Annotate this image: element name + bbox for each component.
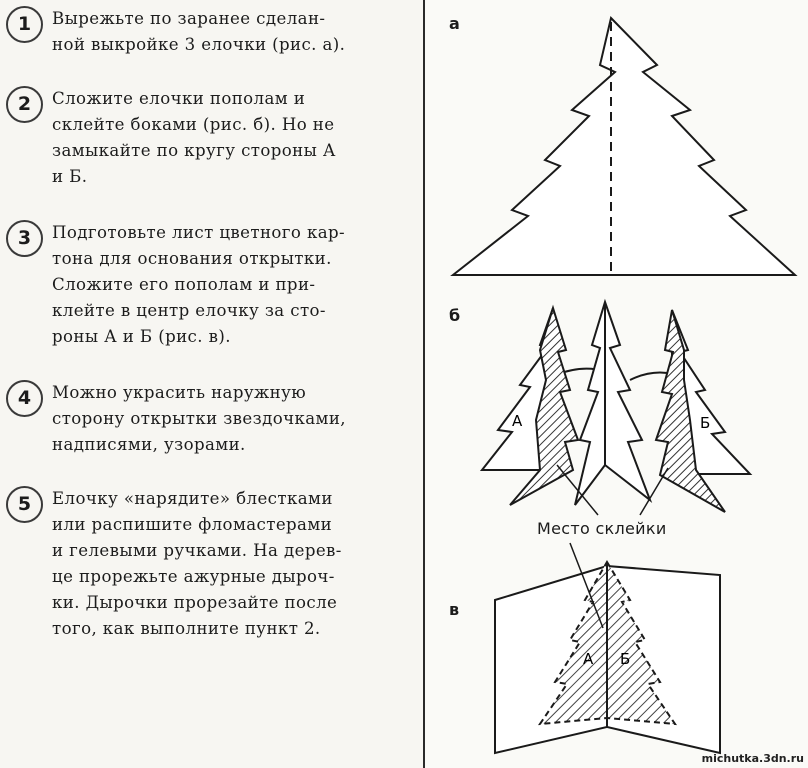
figure-a-tree — [453, 18, 795, 275]
figure-c-letter-a: А — [583, 650, 594, 668]
figure-b-trees — [482, 302, 750, 515]
watermark: michutka.3dn.ru — [701, 752, 804, 765]
step-number-badge: 3 — [6, 220, 43, 257]
figure-label-b: б — [449, 306, 461, 325]
figure-b-letter-a: А — [512, 412, 523, 430]
figure-c-letter-b: Б — [620, 650, 631, 668]
step-number-badge: 4 — [6, 380, 43, 417]
step-number-badge: 5 — [6, 486, 43, 523]
step-number-badge: 2 — [6, 86, 43, 123]
step-text: Можно украсить наружную сторону открытки звездочками, надписями, узорами. — [52, 383, 346, 454]
figure-c-card — [495, 543, 720, 753]
figure-label-a: а — [449, 14, 460, 33]
step-number-badge: 1 — [6, 6, 43, 43]
figure-label-c: в — [449, 600, 460, 619]
step-text: Вырежьте по заранее сделан- ной выкройке 3 елочки (рис. а). — [52, 9, 346, 54]
step-text: Сложите елочки пополам и склейте боками (рис. б). Но не замыкайте по кругу стороны А и Б. — [52, 89, 336, 186]
glue-place-callout: Место склейки — [537, 519, 667, 538]
step-text: Подготовьте лист цветного кар- тона для основания открытки. Сложите его пополам и при- клейте в центр елочку за сто- роны А и Б (рис. в). — [52, 223, 346, 346]
step-text: Елочку «нарядите» блестками или распишите фломастерами и гелевыми ручками. На дерев- це прорежьте ажурные дыроч- ки. Дырочки прорезайте после того, как выполните пункт 2. — [52, 489, 342, 638]
figure-b-letter-b: Б — [700, 414, 711, 432]
